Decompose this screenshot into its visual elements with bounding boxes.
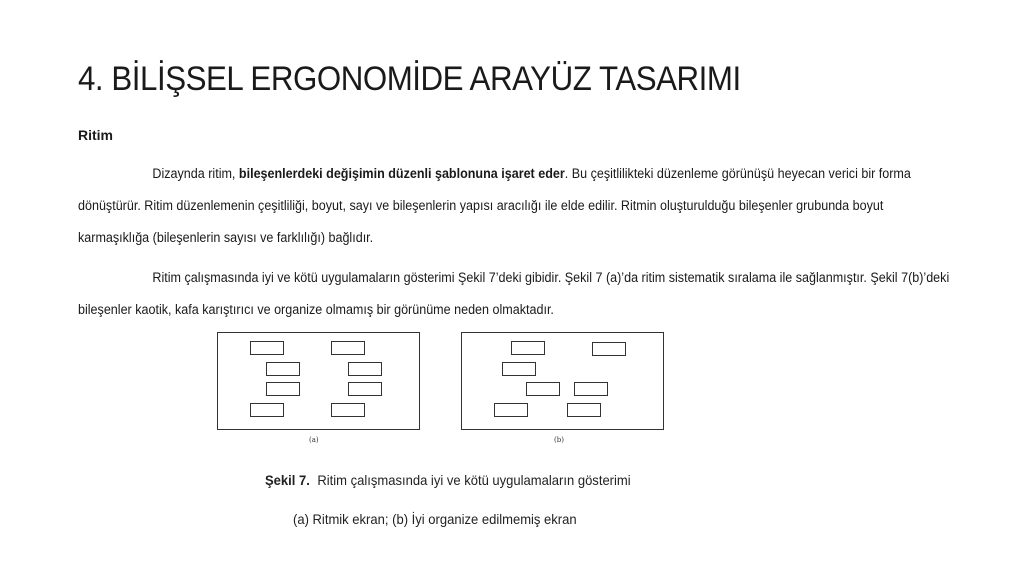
panel-b-box: [567, 403, 601, 417]
figure-panel-b: [461, 332, 664, 430]
panel-a-box: [250, 341, 284, 355]
panel-a-box: [331, 403, 365, 417]
panel-b-box: [502, 362, 536, 376]
paragraph-rhythm-examples: [78, 262, 957, 326]
panel-a-box: [348, 362, 382, 376]
panel-b-box: [574, 382, 608, 396]
figure-caption-text: Ritim çalışmasında iyi ve kötü uygulamaların gösterimi: [317, 472, 631, 488]
panel-a-box: [266, 382, 300, 396]
section-subtitle: Ritim: [78, 127, 113, 143]
slide-title: 4. BİLİŞSEL ERGONOMİDE ARAYÜZ TASARIMI: [78, 60, 741, 98]
figure-label-b: (b): [554, 436, 564, 444]
paragraph1-emphasis: bileşenlerdeki değişimin düzenli şablonuna işaret eder: [238, 166, 565, 181]
figure-caption: [265, 472, 631, 488]
paragraph1-intro: Dizaynda ritim,: [152, 166, 239, 181]
panel-a-box: [331, 341, 365, 355]
panel-b-box: [494, 403, 528, 417]
paragraph1-rest: . Bu çeşitlilikteki düzenleme görünüşü heyecan verici bir forma dönüştürür. Ritim düzenlemenin çeşitliliği, boyut, sayı ve bileşenlerin yapısı aracılığı ile elde edilir. Ritmin oluşturulduğu bileşenler grubunda boyut karmaşıklığa (bileşenlerin sayısı ve farklılığı) bağlıdır.: [78, 166, 911, 245]
panel-b-box: [526, 382, 560, 396]
panel-a-box: [348, 382, 382, 396]
panel-b-box: [511, 341, 545, 355]
paragraph-rhythm-definition: [78, 158, 957, 254]
panel-b-box: [592, 342, 626, 356]
panel-a-box: [266, 362, 300, 376]
paragraph2-text: Ritim çalışmasında iyi ve kötü uygulamaların gösterimi Şekil 7’deki gibidir. Şekil 7 (a)’da ritim sistematik sıralama ile sağlanmıştır. Şekil 7(b)’deki bileşenler kaotik, kafa karıştırıcı ve organize olmamış bir görünüme neden olmaktadır.: [78, 270, 950, 317]
panel-a-box: [250, 403, 284, 417]
figure-caption-label: Şekil 7.: [265, 472, 310, 488]
figure-caption-subtitle: (a) Ritmik ekran; (b) İyi organize edilmemiş ekran: [293, 511, 577, 527]
figure-panel-a: [217, 332, 420, 430]
figure-label-a: (a): [309, 436, 319, 444]
